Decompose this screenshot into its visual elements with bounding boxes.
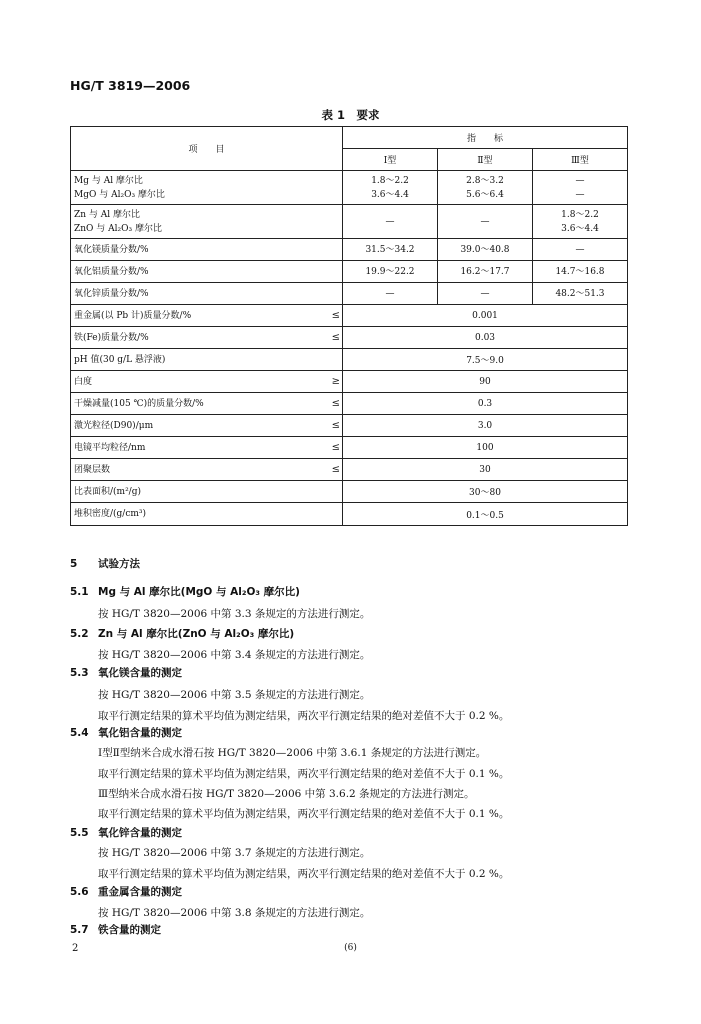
s54-p2: 取平行测定结果的算术平均值为测定结果，两次平行测定结果的绝对差值不大于 0.1 %。 [98, 768, 510, 780]
row-item [71, 415, 327, 437]
row-value-type-1 [343, 171, 438, 205]
row-value-line: 3.6～4.4 [371, 189, 409, 200]
row-value-line: 48.2～51.3 [555, 288, 605, 299]
row-value-merged: 0.03 [343, 327, 628, 349]
row-item [71, 205, 327, 239]
s52-p1: 按 HG/T 3820—2006 中第 3.4 条规定的方法进行测定。 [98, 649, 371, 661]
section-5-6-heading: 5.6 重金属含量的测定 [70, 886, 182, 898]
row-item [71, 437, 327, 459]
row-value-type-2 [438, 261, 533, 283]
row-value-merged: 30 [343, 459, 628, 481]
table-row [71, 393, 628, 415]
section-5-4-heading: 5.4 氧化铝含量的测定 [70, 727, 182, 739]
row-operator: ≤ [327, 305, 343, 327]
page-number: 2 [72, 943, 79, 954]
row-value-line: — [575, 244, 585, 255]
row-value-merged: 90 [343, 371, 628, 393]
row-value-line: — [480, 216, 490, 227]
row-value-line: — [575, 175, 585, 186]
row-value-type-3 [532, 205, 627, 239]
row-item-line: Zn 与 Al 摩尔比 [74, 209, 141, 220]
row-value-line: 39.0～40.8 [460, 244, 510, 255]
row-value-merged: 0.1～0.5 [343, 503, 628, 526]
row-value-type-2 [438, 205, 533, 239]
row-value-merged: 0.001 [343, 305, 628, 327]
row-value-line: — [385, 216, 395, 227]
row-item-line: 堆积密度/(g/cm³) [74, 509, 147, 519]
section-5-3-heading: 5.3 氧化镁含量的测定 [70, 667, 182, 679]
section-5-5-heading: 5.5 氧化锌含量的测定 [70, 827, 182, 839]
requirements-table [70, 126, 628, 526]
row-operator [327, 261, 343, 283]
table-row [71, 305, 628, 327]
row-value-merged: 7.5～9.0 [343, 349, 628, 371]
row-value-merged: 3.0 [343, 415, 628, 437]
row-item [71, 327, 327, 349]
table-caption: 表 1 要求 [321, 108, 380, 122]
row-value-type-3 [532, 283, 627, 305]
row-item-line: 团聚层数 [74, 464, 111, 475]
s51-p1: 按 HG/T 3820—2006 中第 3.3 条规定的方法进行测定。 [98, 608, 371, 620]
row-value-type-1 [343, 205, 438, 239]
row-item-line: 电镜平均粒径/nm [74, 442, 146, 453]
section-5-heading: 5 试验方法 [70, 558, 140, 570]
row-value-type-1 [343, 283, 438, 305]
table-row [71, 261, 628, 283]
table-row [71, 239, 628, 261]
row-item [71, 283, 327, 305]
row-value-line: — [575, 189, 585, 200]
row-value-line: 16.2～17.7 [460, 266, 510, 277]
row-item-line: MgO 与 Al₂O₃ 摩尔比 [74, 189, 165, 200]
row-item [71, 171, 327, 205]
table-row [71, 459, 628, 481]
row-value-line: 1.8～2.2 [561, 209, 599, 220]
row-operator [327, 171, 343, 205]
head-type-1: Ⅰ型 [343, 149, 438, 171]
row-item-line: 铁(Fe)质量分数/% [74, 332, 149, 343]
table-row [71, 437, 628, 459]
table-row [71, 503, 628, 526]
table-row [71, 327, 628, 349]
table-row [71, 415, 628, 437]
head-index: 指 标 [343, 127, 628, 149]
row-value-type-1 [343, 261, 438, 283]
row-item [71, 371, 327, 393]
row-operator [327, 481, 343, 503]
row-value-line: — [480, 288, 490, 299]
row-value-type-1 [343, 239, 438, 261]
row-item-line: 激光粒径(D90)/μm [74, 420, 154, 431]
row-operator [327, 239, 343, 261]
row-value-type-3 [532, 239, 627, 261]
row-operator: ≥ [327, 371, 343, 393]
row-value-line: 19.9～22.2 [365, 266, 415, 277]
table-row [71, 349, 628, 371]
row-value-line: 2.8～3.2 [466, 175, 504, 186]
row-item [71, 481, 327, 503]
row-operator [327, 503, 343, 526]
table-row [71, 481, 628, 503]
table-row [71, 371, 628, 393]
row-item [71, 459, 327, 481]
row-value-line: 5.6～6.4 [466, 189, 504, 200]
head-type-2: Ⅱ型 [438, 149, 533, 171]
row-item [71, 305, 327, 327]
row-value-type-2 [438, 283, 533, 305]
row-operator: ≤ [327, 437, 343, 459]
row-operator: ≤ [327, 327, 343, 349]
row-value-merged: 100 [343, 437, 628, 459]
row-item-line: pH 值(30 g/L 悬浮液) [74, 354, 166, 365]
head-item: 项 目 [71, 127, 343, 171]
row-item [71, 503, 327, 526]
row-value-line: 14.7～16.8 [555, 266, 605, 277]
row-item-line: 干燥减量(105 ℃)的质量分数/% [74, 398, 204, 409]
section-5-1-heading: 5.1 Mg 与 Al 摩尔比(MgO 与 Al₂O₃ 摩尔比) [70, 586, 300, 598]
row-item [71, 261, 327, 283]
row-item [71, 349, 327, 371]
row-operator: ≤ [327, 393, 343, 415]
row-item [71, 239, 327, 261]
row-item-line: 比表面积/(m²/g) [74, 486, 141, 497]
s54-p1: Ⅰ型Ⅱ型纳米合成水滑石按 HG/T 3820—2006 中第 3.6.1 条规定的方法进行测定。 [98, 747, 487, 759]
section-5-7-heading: 5.7 铁含量的测定 [70, 924, 161, 936]
s55-p1: 按 HG/T 3820—2006 中第 3.7 条规定的方法进行测定。 [98, 847, 371, 859]
row-value-line: 3.6～4.4 [561, 223, 599, 234]
row-item-line: Mg 与 Al 摩尔比 [74, 175, 143, 186]
row-item-line: 氧化锌质量分数/% [74, 288, 149, 299]
row-value-line: 31.5～34.2 [365, 244, 415, 255]
s55-p2: 取平行测定结果的算术平均值为测定结果，两次平行测定结果的绝对差值不大于 0.2 %。 [98, 868, 510, 880]
row-value-type-2 [438, 239, 533, 261]
table-row [71, 171, 628, 205]
s53-p1: 按 HG/T 3820—2006 中第 3.5 条规定的方法进行测定。 [98, 689, 371, 701]
row-item-line: 氧化铝质量分数/% [74, 266, 149, 277]
row-value-line: 1.8～2.2 [371, 175, 409, 186]
table-row [71, 205, 628, 239]
row-item-line: ZnO 与 Al₂O₃ 摩尔比 [74, 223, 162, 234]
row-operator: ≤ [327, 415, 343, 437]
page-mark: (6) [344, 943, 357, 953]
row-value-type-2 [438, 171, 533, 205]
row-operator [327, 205, 343, 239]
row-value-merged: 0.3 [343, 393, 628, 415]
s54-p4: 取平行测定结果的算术平均值为测定结果，两次平行测定结果的绝对差值不大于 0.1 %。 [98, 808, 510, 820]
row-value-merged: 30～80 [343, 481, 628, 503]
s54-p3: Ⅲ型纳米合成水滑石按 HG/T 3820—2006 中第 3.6.2 条规定的方法进行测定。 [98, 788, 475, 800]
row-item [71, 393, 327, 415]
standard-header: HG/T 3819—2006 [70, 78, 191, 93]
row-operator [327, 349, 343, 371]
s53-p2: 取平行测定结果的算术平均值为测定结果，两次平行测定结果的绝对差值不大于 0.2 %。 [98, 710, 510, 722]
row-item-line: 重金属(以 Pb 计)质量分数/% [74, 310, 192, 321]
section-5-2-heading: 5.2 Zn 与 Al 摩尔比(ZnO 与 Al₂O₃ 摩尔比) [70, 628, 295, 640]
row-item-line: 氧化镁质量分数/% [74, 244, 149, 255]
row-value-line: — [385, 288, 395, 299]
row-operator [327, 283, 343, 305]
row-operator: ≤ [327, 459, 343, 481]
table-row [71, 283, 628, 305]
s56-p1: 按 HG/T 3820—2006 中第 3.8 条规定的方法进行测定。 [98, 907, 371, 919]
row-item-line: 白度 [74, 376, 93, 387]
row-value-type-3 [532, 171, 627, 205]
row-value-type-3 [532, 261, 627, 283]
head-type-3: Ⅲ型 [532, 149, 627, 171]
